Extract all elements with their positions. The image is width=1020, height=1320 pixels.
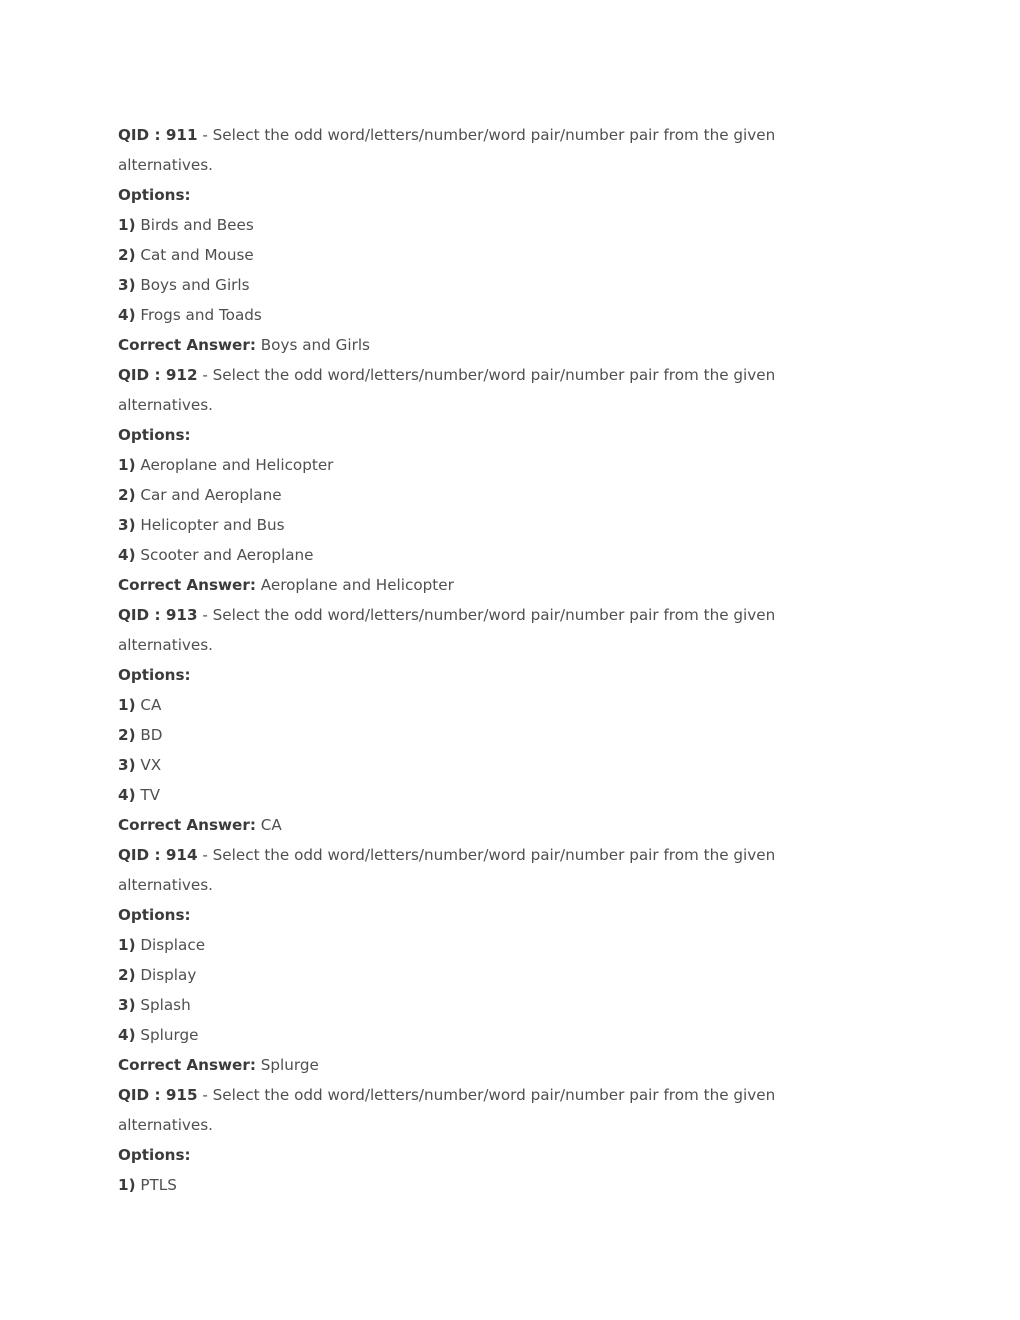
option-text: CA <box>140 696 162 714</box>
question-line <box>118 120 818 180</box>
question-text: - Select the odd word/letters/number/word pair/number pair from the given alternatives. <box>118 606 776 654</box>
options-label: Options: <box>118 426 191 444</box>
question-id: QID : 911 <box>118 126 198 144</box>
answer-label: Correct Answer: <box>118 576 256 594</box>
question-text: - Select the odd word/letters/number/word pair/number pair from the given alternatives. <box>118 846 776 894</box>
question-line <box>118 1080 818 1140</box>
option-text: Display <box>140 966 197 984</box>
option-item <box>118 540 905 570</box>
option-number: 1) <box>118 456 136 474</box>
option-text: VX <box>140 756 162 774</box>
option-text: Car and Aeroplane <box>140 486 282 504</box>
answer-text: Aeroplane and Helicopter <box>260 576 454 594</box>
answer-text: CA <box>260 816 282 834</box>
answer-label: Correct Answer: <box>118 336 256 354</box>
answer-line <box>118 810 905 840</box>
question-id: QID : 915 <box>118 1086 198 1104</box>
answer-label: Correct Answer: <box>118 816 256 834</box>
option-text: PTLS <box>140 1176 177 1194</box>
option-number: 4) <box>118 306 136 324</box>
option-number: 4) <box>118 786 136 804</box>
option-number: 4) <box>118 546 136 564</box>
option-number: 4) <box>118 1026 136 1044</box>
question-id: QID : 914 <box>118 846 198 864</box>
option-text: Splurge <box>140 1026 199 1044</box>
option-item <box>118 480 905 510</box>
option-number: 2) <box>118 726 136 744</box>
option-text: Birds and Bees <box>140 216 254 234</box>
answer-line <box>118 1050 905 1080</box>
question-block <box>118 120 905 360</box>
option-text: Aeroplane and Helicopter <box>140 456 334 474</box>
options-label: Options: <box>118 666 191 684</box>
option-text: BD <box>140 726 163 744</box>
option-item <box>118 1170 905 1200</box>
question-block <box>118 840 905 1080</box>
answer-label: Correct Answer: <box>118 1056 256 1074</box>
option-number: 1) <box>118 936 136 954</box>
question-text: - Select the odd word/letters/number/word pair/number pair from the given alternatives. <box>118 126 776 174</box>
answer-line <box>118 330 905 360</box>
option-number: 1) <box>118 216 136 234</box>
option-number: 3) <box>118 996 136 1014</box>
option-text: Displace <box>140 936 206 954</box>
options-label: Options: <box>118 906 191 924</box>
options-label: Options: <box>118 1146 191 1164</box>
question-line <box>118 840 818 900</box>
option-item <box>118 990 905 1020</box>
option-item <box>118 210 905 240</box>
option-text: Cat and Mouse <box>140 246 254 264</box>
question-list <box>118 120 905 1200</box>
option-item <box>118 240 905 270</box>
option-item <box>118 930 905 960</box>
answer-text: Boys and Girls <box>260 336 370 354</box>
option-item <box>118 510 905 540</box>
question-id: QID : 913 <box>118 606 198 624</box>
question-text: - Select the odd word/letters/number/word pair/number pair from the given alternatives. <box>118 1086 776 1134</box>
option-item <box>118 270 905 300</box>
answer-text: Splurge <box>260 1056 319 1074</box>
option-text: Frogs and Toads <box>140 306 262 324</box>
question-line <box>118 600 818 660</box>
option-item <box>118 1020 905 1050</box>
option-number: 2) <box>118 486 136 504</box>
options-label: Options: <box>118 186 191 204</box>
question-block <box>118 600 905 840</box>
option-number: 1) <box>118 1176 136 1194</box>
option-number: 2) <box>118 966 136 984</box>
question-id: QID : 912 <box>118 366 198 384</box>
option-number: 3) <box>118 516 136 534</box>
option-number: 2) <box>118 246 136 264</box>
option-number: 1) <box>118 696 136 714</box>
option-text: TV <box>140 786 161 804</box>
option-text: Helicopter and Bus <box>140 516 285 534</box>
option-text: Scooter and Aeroplane <box>140 546 314 564</box>
option-item <box>118 450 905 480</box>
option-text: Splash <box>140 996 191 1014</box>
option-number: 3) <box>118 276 136 294</box>
answer-line <box>118 570 905 600</box>
option-item <box>118 780 905 810</box>
option-item <box>118 720 905 750</box>
question-block <box>118 360 905 600</box>
option-item <box>118 690 905 720</box>
question-text: - Select the odd word/letters/number/word pair/number pair from the given alternatives. <box>118 366 776 414</box>
option-item <box>118 960 905 990</box>
option-number: 3) <box>118 756 136 774</box>
option-item <box>118 300 905 330</box>
option-item <box>118 750 905 780</box>
question-block <box>118 1080 905 1200</box>
option-text: Boys and Girls <box>140 276 250 294</box>
question-line <box>118 360 818 420</box>
